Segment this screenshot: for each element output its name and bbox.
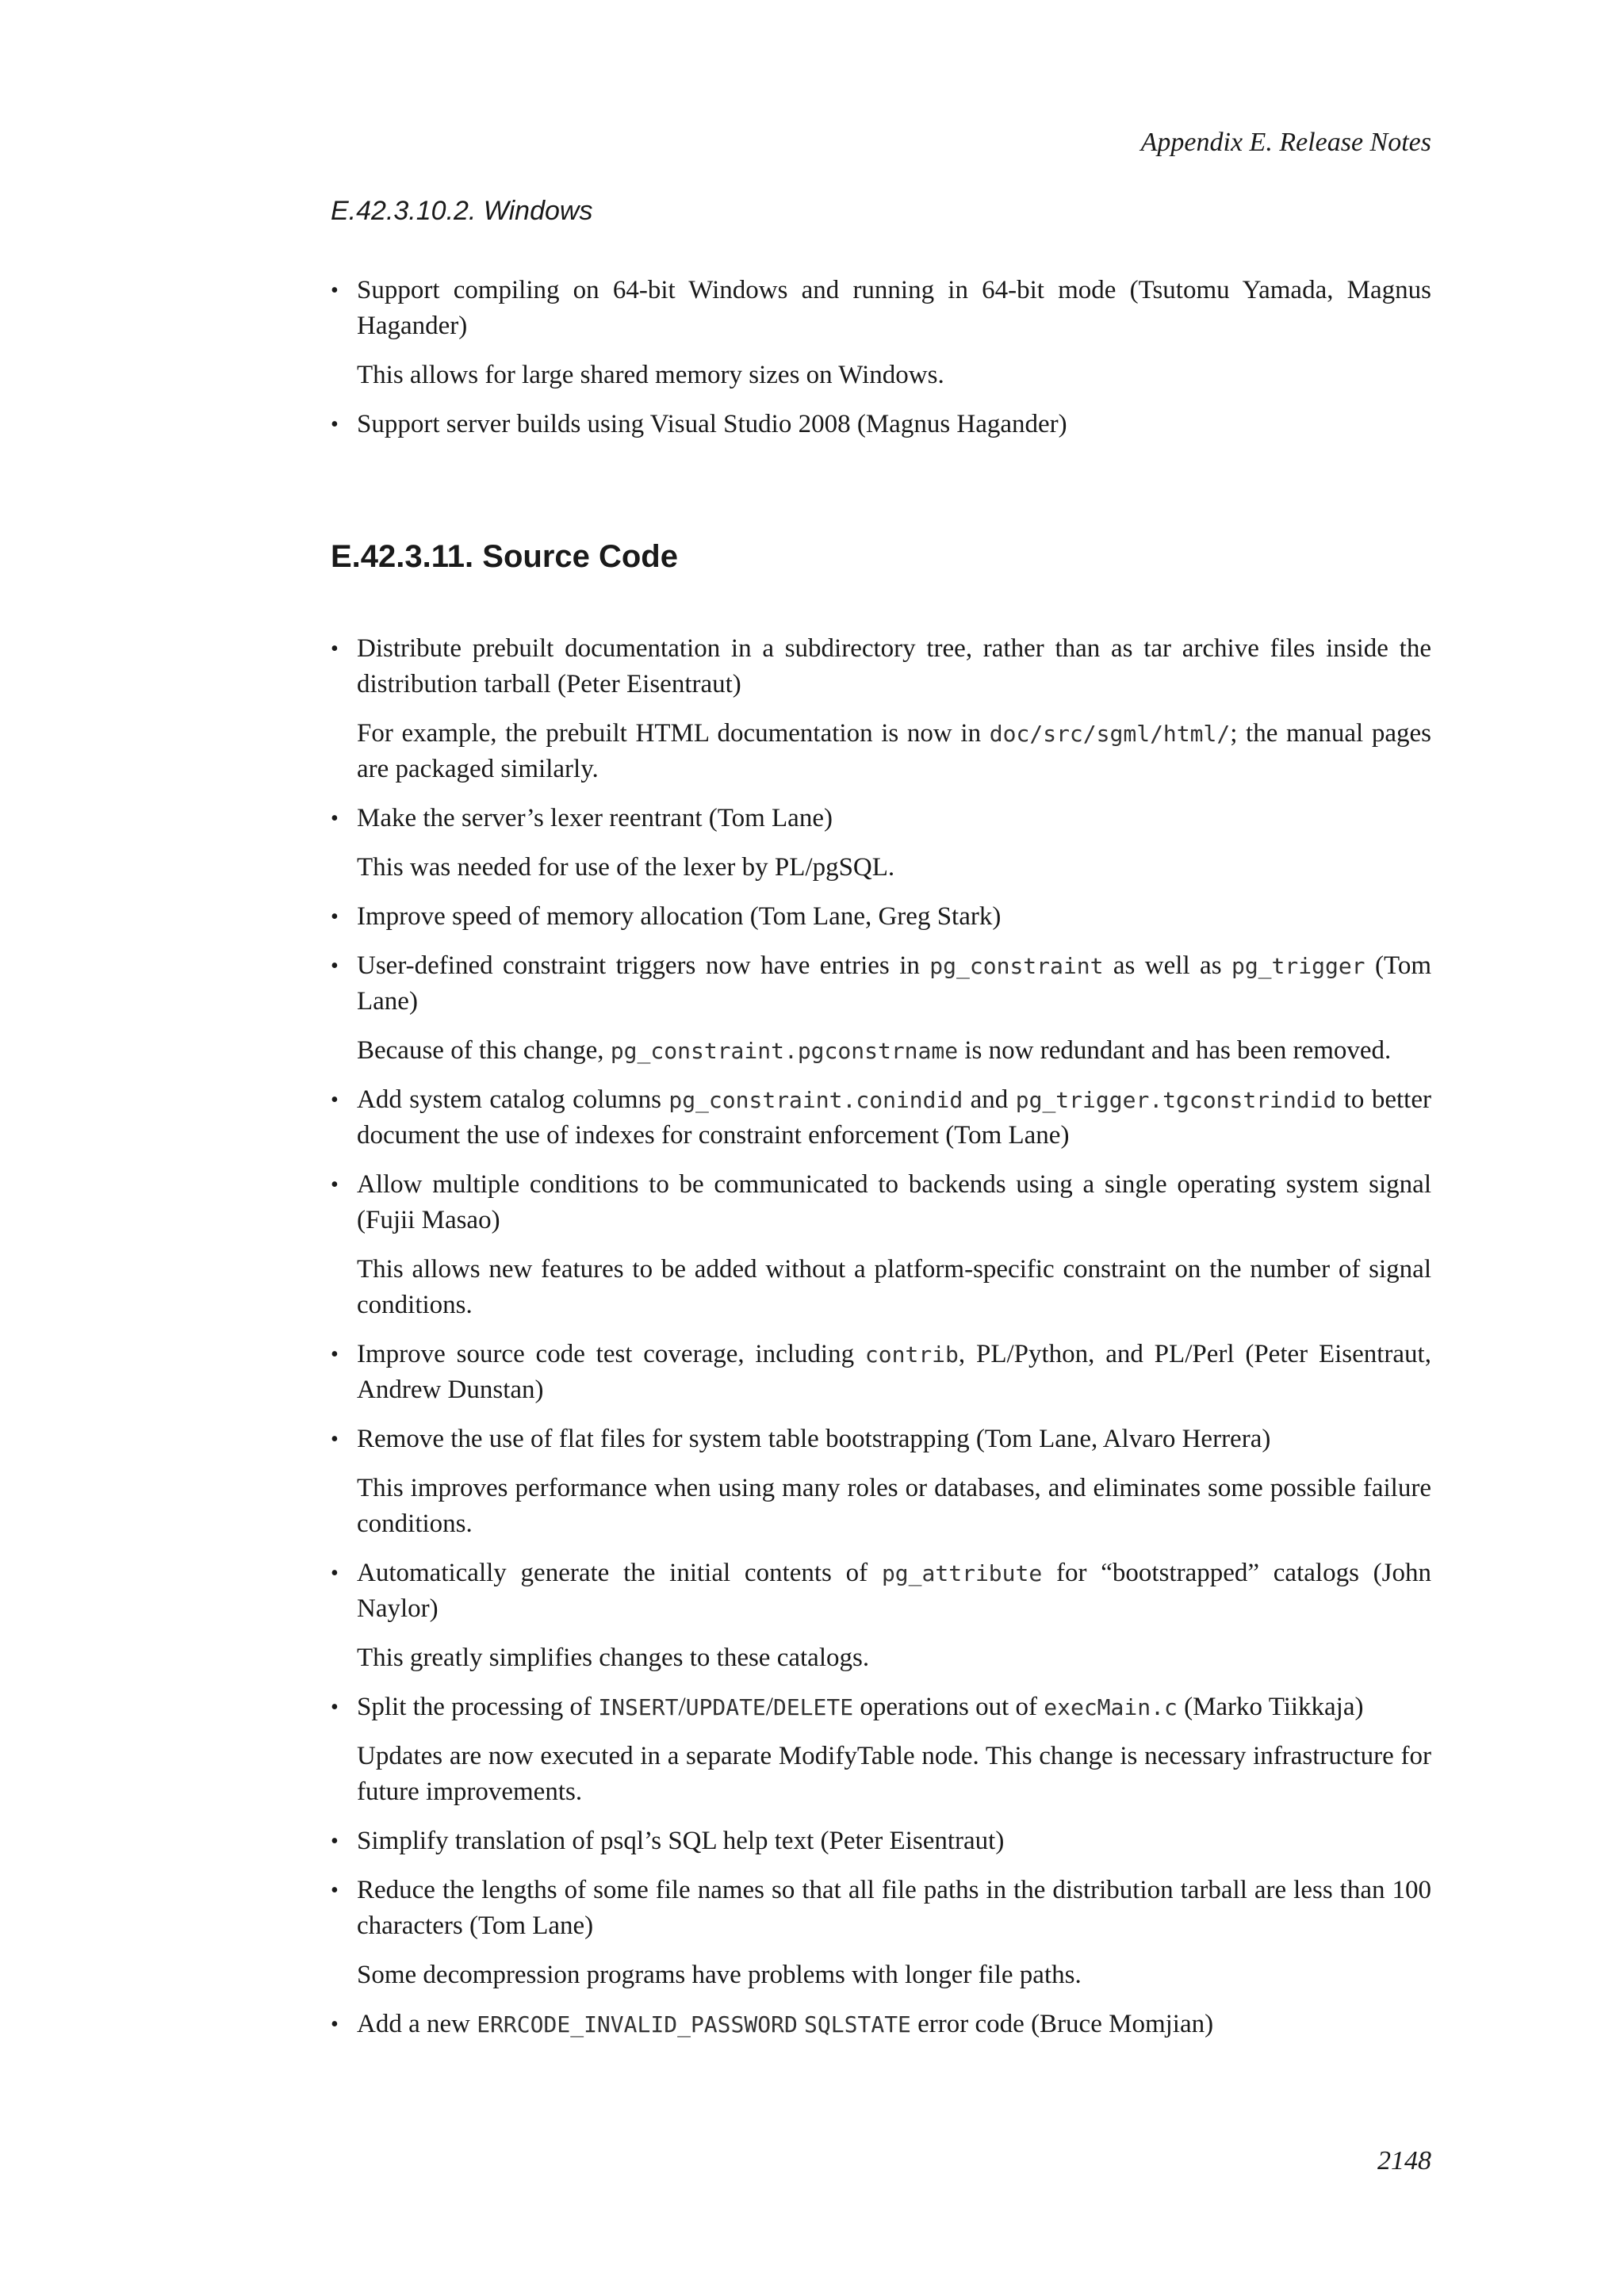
item-text-part: Add a new <box>357 2010 477 2038</box>
item-note: Updates are now executed in a separate ModifyTable node. This change is necessary infrastructure for future improvements. <box>357 1742 1431 1806</box>
list-item <box>331 407 1431 442</box>
item-text-part: and <box>963 1085 1016 1114</box>
inline-code: pg_constraint <box>610 1038 784 1064</box>
item-text: Remove the use of flat files for system table bootstrapping (Tom Lane, Alvaro Herrera) <box>357 1425 1271 1453</box>
item-text <box>357 2007 1431 2042</box>
item-note <box>357 1033 1431 1069</box>
inline-code: pg_constraint <box>668 1087 843 1113</box>
item-text: Distribute prebuilt documentation in a subdirectory tree, rather than as tar archive files inside the distribution tarball (Peter Eisentraut) <box>357 634 1431 698</box>
item-text-part <box>798 2010 804 2038</box>
item-text-part: , PL/Python, and PL/Perl (Peter Eisentraut, Andrew Dunstan) <box>357 1340 1431 1404</box>
list-item <box>331 1167 1431 1323</box>
subsection-title-windows: E.42.3.10.2. Windows <box>331 196 593 226</box>
item-text-part: (Tom Lane) <box>357 951 1431 1016</box>
inline-code: execMain.c <box>1044 1694 1178 1720</box>
item-text <box>357 1337 1431 1408</box>
item-text <box>357 1689 1431 1725</box>
item-text-part: Improve source code test coverage, including <box>357 1340 865 1368</box>
list-item <box>331 1689 1431 1810</box>
list-item <box>331 2007 1431 2042</box>
bullet: • <box>331 637 339 661</box>
list-item <box>331 899 1431 935</box>
list-item <box>331 1873 1431 1993</box>
item-note: This greatly simplifies changes to these catalogs. <box>357 1644 870 1672</box>
list-item <box>331 1823 1431 1859</box>
note-text: is now redundant and has been removed. <box>958 1036 1392 1065</box>
item-text: Improve speed of memory allocation (Tom Lane, Greg Stark) <box>357 902 1002 931</box>
item-text: Reduce the lengths of some file names so that all file paths in the distribution tarball are less than 100 characters (Tom Lane) <box>357 1876 1431 1940</box>
item-text-part: / <box>765 1693 773 1721</box>
bullet: • <box>331 905 339 929</box>
bullet: • <box>331 278 339 303</box>
item-text <box>357 1556 1431 1627</box>
bullet: • <box>331 412 339 437</box>
bullet: • <box>331 954 339 978</box>
list-item <box>331 948 1431 1069</box>
note-text: ; the manual pages are packaged similarly. <box>357 719 1431 783</box>
page-number: 2148 <box>1377 2146 1431 2175</box>
item-note: This was needed for use of the lexer by PL/pgSQL. <box>357 853 895 882</box>
section-title-source-code: E.42.3.11. Source Code <box>331 539 678 574</box>
bullet: • <box>331 2012 339 2037</box>
item-note <box>357 716 1431 787</box>
bullet: • <box>331 806 339 831</box>
item-note: Some decompression programs have problems with longer file paths. <box>357 1961 1082 1989</box>
list-item <box>331 273 1431 393</box>
item-text: Allow multiple conditions to be communicated to backends using a single operating system signal (Fujii Masao) <box>357 1170 1431 1234</box>
inline-code: pg_attribute <box>881 1560 1043 1586</box>
item-text-part: User-defined constraint triggers now have entries in <box>357 951 930 980</box>
item-text: Simplify translation of psql’s SQL help text (Peter Eisentraut) <box>357 1827 1005 1855</box>
list-item <box>331 1422 1431 1542</box>
inline-code: pg_constraint <box>929 953 1104 979</box>
item-text-part: / <box>678 1693 686 1721</box>
item-text-part: Split the processing of <box>357 1693 599 1721</box>
inline-code: UPDATE <box>685 1694 766 1720</box>
item-text-part: operations out of <box>853 1693 1044 1721</box>
list-item <box>331 1337 1431 1408</box>
inline-code: contrib <box>864 1341 959 1368</box>
inline-code: pg_trigger <box>1231 953 1365 979</box>
list-item <box>331 801 1431 886</box>
bullet: • <box>331 1173 339 1197</box>
inline-code: ERRCODE_INVALID_PASSWORD <box>477 2011 798 2038</box>
bullet: • <box>331 1342 339 1367</box>
inline-code: .pgconstrname <box>783 1038 959 1064</box>
item-text-part: Automatically generate the initial contents of <box>357 1559 882 1587</box>
inline-code: SQLSTATE <box>804 2011 911 2038</box>
item-note: This allows new features to be added without a platform-specific constraint on the number of signal conditions. <box>357 1255 1431 1319</box>
item-note: This improves performance when using many roles or databases, and eliminates some possible failure conditions. <box>357 1474 1431 1538</box>
item-text: Support server builds using Visual Studio 2008 (Magnus Hagander) <box>357 410 1067 438</box>
note-text: For example, the prebuilt HTML documentation is now in <box>357 719 990 748</box>
inline-code: .tgconstrindid <box>1149 1087 1337 1113</box>
item-note: This allows for large shared memory sizes on Windows. <box>357 361 944 389</box>
list-item <box>331 1556 1431 1676</box>
bullet: • <box>331 1561 339 1586</box>
bullet: • <box>331 1829 339 1854</box>
item-text: Support compiling on 64-bit Windows and running in 64-bit mode (Tsutomu Yamada, Magnus Hagander) <box>357 276 1431 340</box>
note-text: Because of this change, <box>357 1036 611 1065</box>
item-text-part: to better document the use of indexes for constraint enforcement (Tom Lane) <box>357 1085 1431 1150</box>
source-code-list <box>331 631 1431 2056</box>
item-text <box>357 1082 1431 1154</box>
item-text-part: (Marko Tiikkaja) <box>1177 1693 1364 1721</box>
list-item <box>331 631 1431 787</box>
item-text <box>357 948 1431 1020</box>
inline-code: INSERT <box>598 1694 679 1720</box>
bullet: • <box>331 1088 339 1112</box>
inline-code: .conindid <box>842 1087 963 1113</box>
item-text-part: as well as <box>1103 951 1231 980</box>
list-item <box>331 1082 1431 1154</box>
bullet: • <box>331 1695 339 1720</box>
running-header: Appendix E. Release Notes <box>1140 128 1431 157</box>
item-text-part: for “bootstrapped” catalogs (John Naylor) <box>357 1559 1432 1623</box>
inline-code: doc/src/sgml/html/ <box>989 721 1231 747</box>
bullet: • <box>331 1878 339 1903</box>
inline-code: pg_trigger <box>1015 1087 1150 1113</box>
windows-list <box>331 273 1431 456</box>
item-text-part: error code (Bruce Momjian) <box>910 2010 1214 2038</box>
inline-code: DELETE <box>772 1694 854 1720</box>
bullet: • <box>331 1427 339 1452</box>
item-text: Make the server’s lexer reentrant (Tom Lane) <box>357 804 833 832</box>
item-text-part: Add system catalog columns <box>357 1085 669 1114</box>
